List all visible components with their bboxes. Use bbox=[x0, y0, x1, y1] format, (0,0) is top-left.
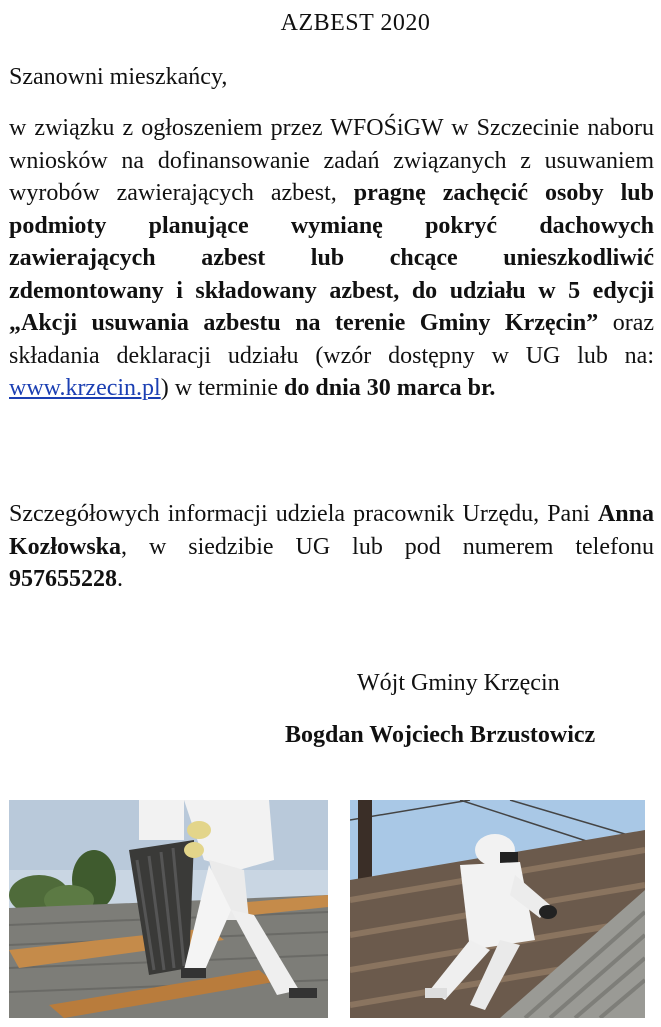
page-title: AZBEST 2020 bbox=[280, 10, 431, 36]
phone-number: 957655228 bbox=[9, 566, 117, 592]
para1-close-paren: ) bbox=[160, 375, 169, 401]
greeting: Szanowni mieszkańcy, bbox=[9, 64, 228, 90]
para1-text-intro: w związku z ogłoszeniem przez WFOŚiGW w Szczecinie naboru wniosków na dofinansowanie zadań związanych z usuwaniem wyrobów zawierających azbest, bbox=[9, 115, 654, 206]
deadline: do dnia 30 marca br. bbox=[284, 375, 496, 401]
para2-text-intro: Szczegółowych informacji udziela pracownik Urzędu, Pani bbox=[9, 501, 590, 527]
para2-period: . bbox=[117, 566, 123, 592]
contact-paragraph bbox=[9, 498, 654, 596]
para1-deadline-intro: w terminie bbox=[174, 375, 279, 401]
website-link[interactable]: www.krzecin.pl bbox=[9, 375, 161, 401]
para1-text-declaration: oraz składania deklaracji udziału (wzór dostępny w UG lub na: bbox=[9, 310, 654, 369]
main-paragraph bbox=[9, 112, 654, 405]
asbestos-removal-photo-1 bbox=[9, 800, 328, 1018]
signature-role: Wójt Gminy Krzęcin bbox=[357, 670, 560, 696]
contact-person-name: Anna Kozłowska bbox=[9, 501, 654, 560]
para2-text-middle: , w siedzibie UG lub pod numerem telefonu bbox=[121, 533, 654, 560]
signature-name: Bogdan Wojciech Brzustowicz bbox=[285, 722, 596, 748]
para1-emphasis: pragnę zachęcić osoby lub podmioty planujące wymianę pokryć dachowych zawierających azbest lub chcące unieszkodliwić zdemontowany i składowany azbest, do udziału w 5 edycji „Akcji usuwania azbestu na terenie Gminy Krzęcin” bbox=[9, 180, 654, 336]
asbestos-removal-photo-2 bbox=[350, 800, 645, 1018]
